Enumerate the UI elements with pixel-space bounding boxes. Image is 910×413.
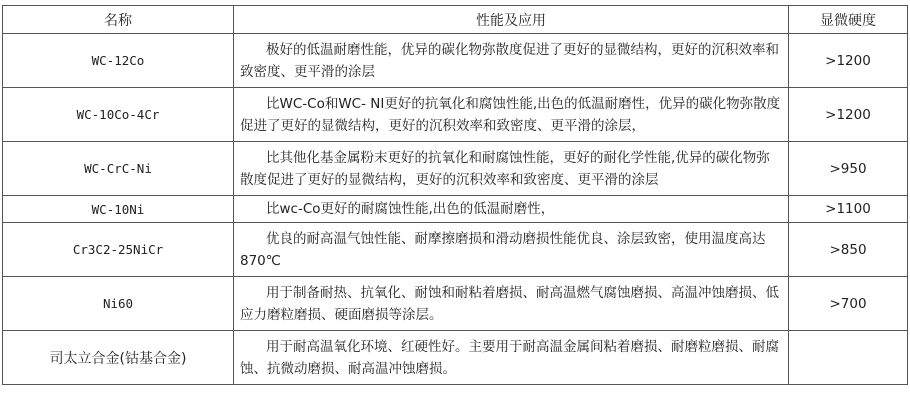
row-description — [234, 331, 789, 385]
row-name: WC-12Co — [3, 34, 234, 88]
table-row — [3, 223, 908, 277]
row-description — [234, 223, 789, 277]
row-name: 司太立合金(钴基合金) — [3, 331, 234, 385]
table-row — [3, 277, 908, 331]
row-description-text: 比WC-Co和WC- NI更好的抗氧化和腐蚀性能,出色的低温耐磨性，优异的碳化物弥散度促进了更好的显微结构，更好的沉积效率和致密度、更平滑的涂层， — [240, 95, 781, 134]
row-hardness: >1200 — [789, 88, 908, 142]
table-row — [3, 34, 908, 88]
table-header-row — [3, 6, 908, 34]
row-hardness: >1100 — [789, 196, 908, 223]
row-name: WC-10Ni — [3, 196, 234, 223]
row-description-text: 比wc-Co更好的耐腐蚀性能,出色的低温耐磨性， — [266, 201, 555, 217]
coating-materials-table — [2, 5, 908, 385]
row-description — [234, 88, 789, 142]
row-name: Ni60 — [3, 277, 234, 331]
row-description — [234, 34, 789, 88]
row-hardness: >850 — [789, 223, 908, 277]
row-name: Cr3C2-25NiCr — [3, 223, 234, 277]
row-hardness: >700 — [789, 277, 908, 331]
row-description-text: 用于制备耐热、抗氧化、耐蚀和耐粘着磨损、耐高温燃气腐蚀磨损、高温冲蚀磨损、低应力磨粒磨损、硬面磨损等涂层。 — [240, 284, 779, 323]
row-description — [234, 142, 789, 196]
row-name: WC-CrC-Ni — [3, 142, 234, 196]
row-description — [234, 277, 789, 331]
header-performance: 性能及应用 — [234, 6, 789, 34]
row-hardness: >950 — [789, 142, 908, 196]
row-description-text: 比其他化基金属粉末更好的抗氧化和耐腐蚀性能，更好的耐化学性能,优异的碳化物弥散度促进了更好的显微结构，更好的沉积效率和致密度、更平滑的涂层 — [240, 149, 770, 188]
row-name: WC-10Co-4Cr — [3, 88, 234, 142]
row-description-text: 极好的低温耐磨性能，优异的碳化物弥散度促进了更好的显微结构，更好的沉积效率和致密度、更平滑的涂层 — [240, 41, 779, 80]
row-description — [234, 196, 789, 223]
table-row — [3, 331, 908, 385]
table-row — [3, 142, 908, 196]
row-description-text: 用于耐高温氧化环境、红硬性好。主要用于耐高温金属间粘着磨损、耐磨粒磨损、耐腐蚀、抗微动磨损、耐高温冲蚀磨损。 — [240, 338, 779, 377]
header-hardness: 显微硬度 — [789, 6, 908, 34]
row-description-text: 优良的耐高温气蚀性能、耐摩擦磨损和滑动磨损性能优良、涂层致密，使用温度高达870℃ — [240, 230, 766, 269]
header-name: 名称 — [3, 6, 234, 34]
table-row — [3, 196, 908, 223]
row-hardness: >1200 — [789, 34, 908, 88]
table-row — [3, 88, 908, 142]
row-hardness — [789, 331, 908, 385]
